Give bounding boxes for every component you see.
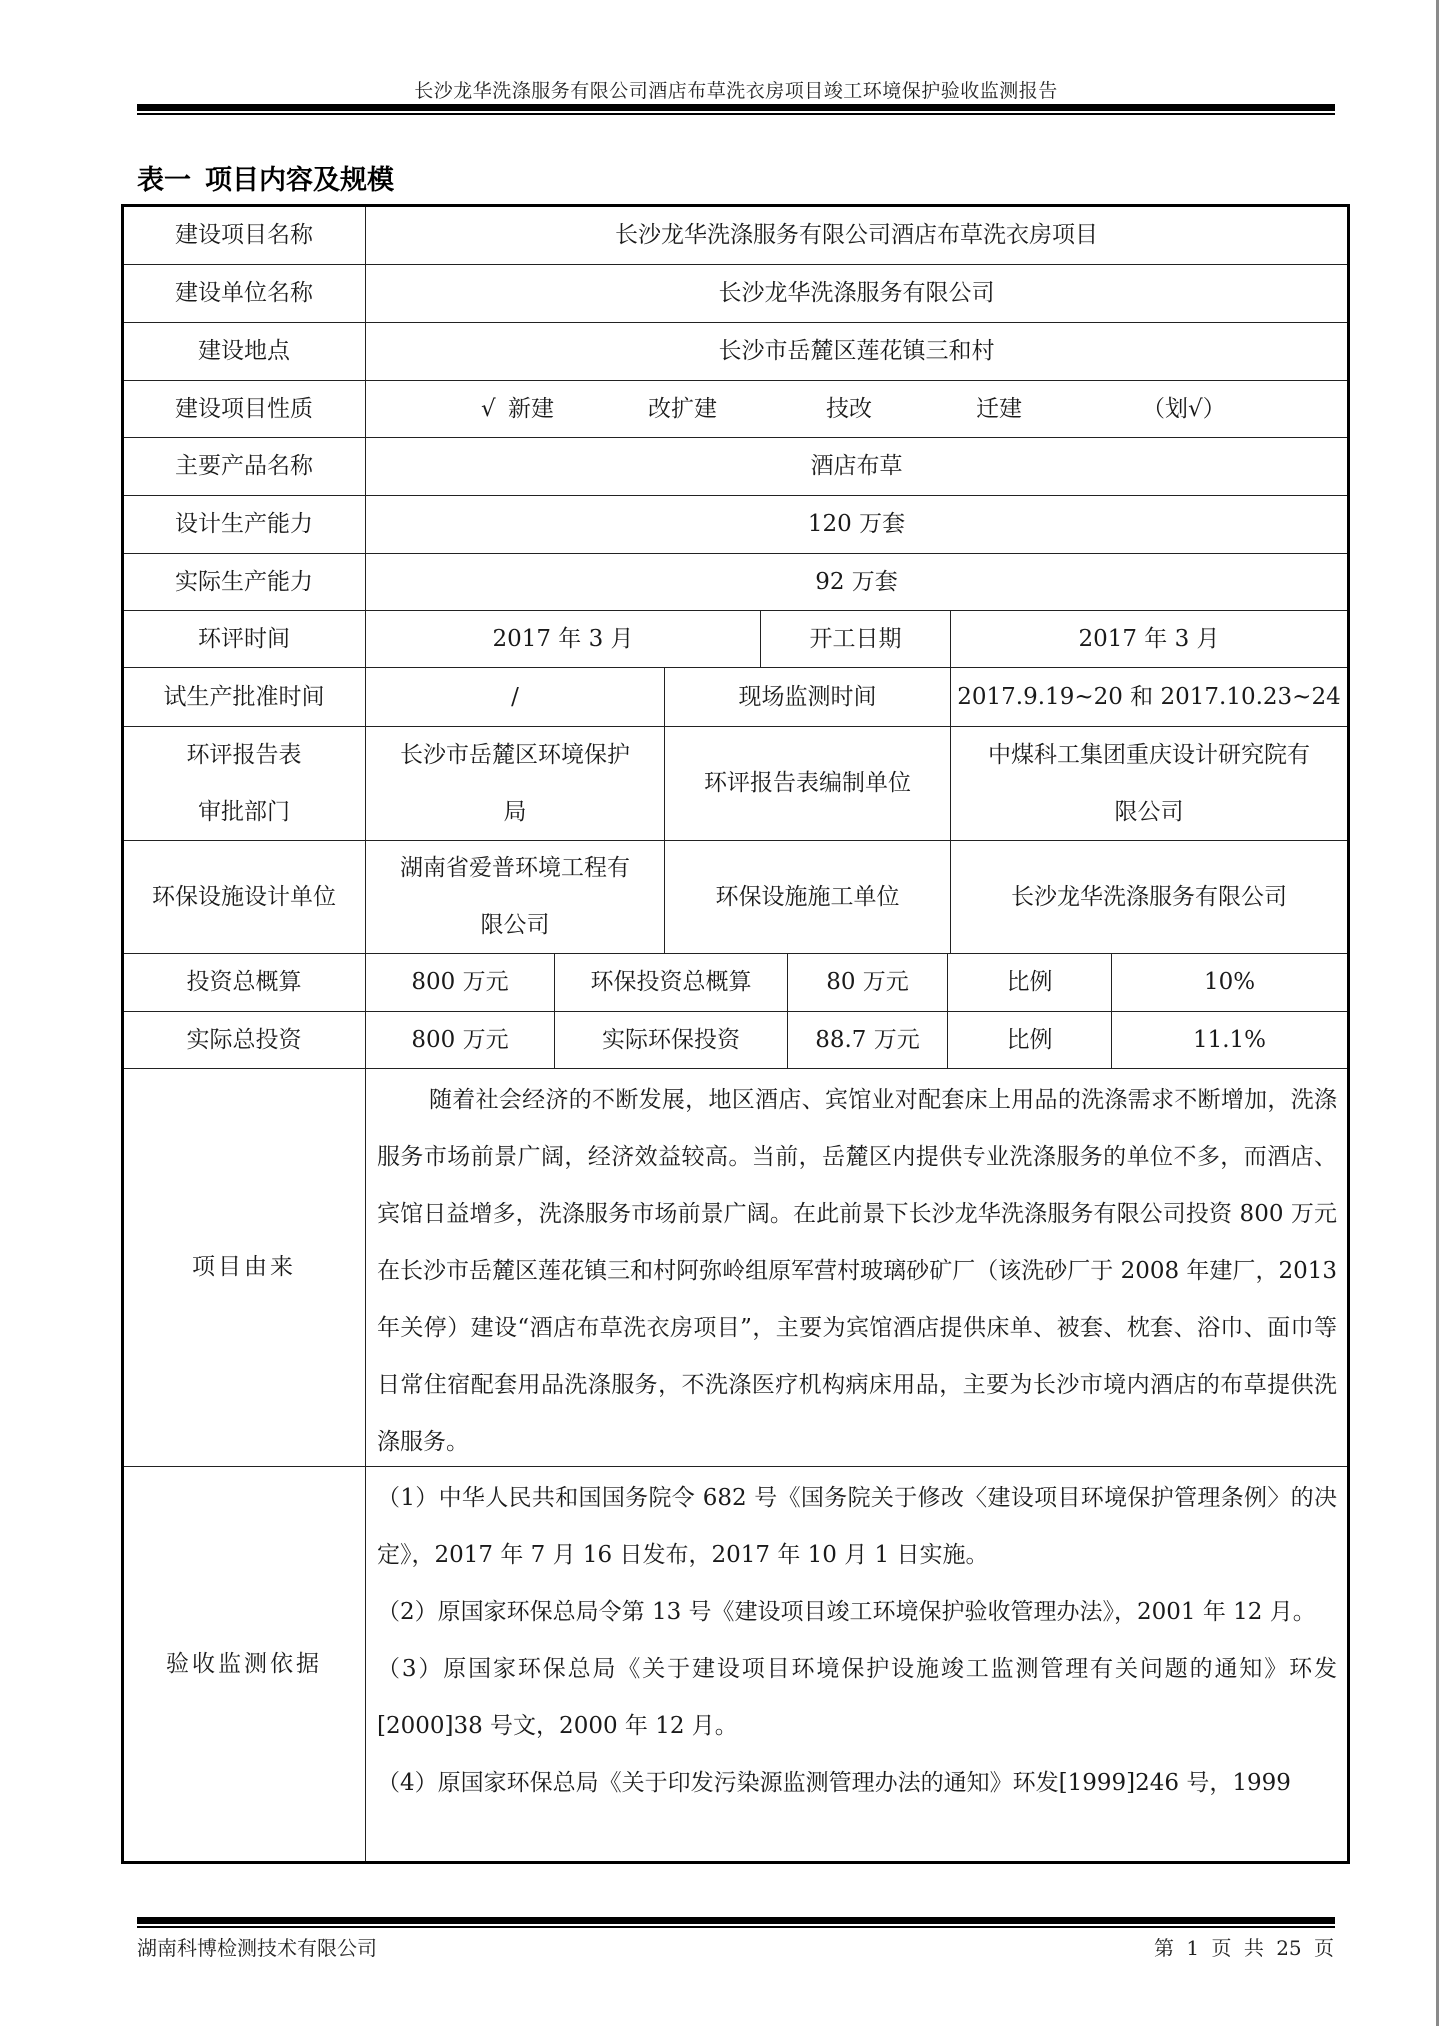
label-line: 审批部门: [198, 798, 290, 825]
origin-paragraph: 随着社会经济的不断发展，地区酒店、宾馆业对配套床上用品的洗涤需求不断增加，洗涤服务市场前景广阔，经济效益较高。当前，岳麓区内提供专业洗涤服务的单位不多，而酒店、宾馆日益增多，洗涤服务市场前景广阔。在此前景下长沙龙华洗涤服务有限公司投资 800 万元在长沙市岳麓区莲花镇三和村阿弥岭组原军营村玻璃砂矿厂（该洗砂厂于 2008 年建厂，2013 年关停）建设“酒店布草洗衣房项目”，主要为宾馆酒店提供床单、被套、枕套、浴巾、面巾等日常住宿配套用品洗涤服务，不洗涤医疗机构病床用品，主要为长沙市境内酒店的布草提供洗涤服务。: [377, 1087, 1337, 1455]
label-text: 建设项目名称: [175, 221, 313, 248]
footer-rule-thin: [137, 1926, 1335, 1928]
option-new-build: 新建: [508, 396, 554, 422]
label-text: 开工日期: [809, 625, 902, 652]
label-unit-name: [123, 265, 366, 323]
value-eia-approval: [366, 727, 665, 841]
header-rule-thin: [137, 113, 1335, 115]
value-line: 中煤科工集团重庆设计研究院有: [988, 741, 1310, 768]
nature-note: （划√）: [1142, 396, 1226, 422]
label-text: 设计生产能力: [175, 511, 313, 537]
basis-list: [377, 1470, 1337, 1860]
label-origin: [123, 1069, 366, 1467]
section-name: 项目内容及规模: [205, 165, 394, 196]
label-text: 实际生产能力: [175, 568, 313, 595]
label-product: [123, 438, 366, 496]
value-text: 10%: [1203, 969, 1256, 995]
label-actual-env-investment: [555, 1012, 788, 1069]
value-start-date: [951, 611, 1348, 668]
value-budget: [366, 954, 555, 1012]
label-location: [123, 323, 366, 381]
label-nature: [123, 381, 366, 438]
value-text: 800 万元: [411, 1026, 509, 1053]
value-text: 88.7 万元: [815, 1026, 920, 1053]
label-basis: [123, 1467, 366, 1862]
value-location: [366, 323, 1348, 381]
label-actual-investment: [123, 1012, 366, 1069]
label-eia-compiler: [665, 727, 951, 841]
label-budget-ratio: [948, 954, 1112, 1012]
value-line: 湖南省爱普环境工程有: [400, 855, 630, 881]
basis-item: （4）原国家环保总局《关于印发污染源监测管理办法的通知》环发[1999]246 号，1999: [377, 1770, 1291, 1796]
label-text: 建设单位名称: [175, 280, 313, 306]
basis-item: （2）原国家环保总局令第 13 号《建设项目竣工环境保护验收管理办法》，2001 年 12 月。: [377, 1599, 1316, 1625]
value-text: 80 万元: [826, 969, 909, 995]
label-text: 环保设施施工单位: [715, 883, 900, 910]
label-monitor-time: [665, 668, 951, 727]
label-text: 项目由来: [192, 1254, 296, 1280]
label-eia-approval: [123, 727, 366, 841]
value-actual-capacity: [366, 554, 1348, 611]
label-text: 环保设施设计单位: [152, 883, 336, 910]
value-text: 120 万套: [807, 511, 906, 537]
origin-text-block: [377, 1072, 1337, 1471]
page-total: 25: [1276, 1936, 1302, 1960]
value-product: [366, 438, 1348, 496]
value-nature: [366, 381, 1348, 438]
value-text: 2017 年 3 月: [1078, 625, 1220, 652]
value-project-name: [366, 206, 1348, 265]
label-text: 建设地点: [198, 338, 290, 364]
label-trial-approval: [123, 668, 366, 727]
label-actual-capacity: [123, 554, 366, 611]
value-actual-env-investment: [788, 1012, 948, 1069]
label-design-capacity: [123, 496, 366, 554]
value-text: 长沙龙华洗涤服务有限公司: [1011, 883, 1287, 910]
footer-page-number: [1154, 1932, 1334, 1961]
label-budget: [123, 954, 366, 1012]
value-trial-approval: [366, 668, 665, 727]
label-text: 投资总概算: [186, 969, 302, 995]
label-text: 现场监测时间: [738, 683, 877, 710]
label-text: 比例: [1006, 1026, 1053, 1053]
value-monitor-time: [951, 668, 1348, 727]
value-text: 长沙龙华洗涤服务有限公司: [718, 280, 995, 306]
label-text: 主要产品名称: [175, 453, 313, 479]
value-text: 11.1%: [1192, 1026, 1267, 1053]
value-line: 限公司: [1114, 798, 1184, 825]
value-budget-ratio: [1112, 954, 1348, 1012]
label-text: 环评时间: [198, 625, 290, 652]
label-text: 实际总投资: [186, 1026, 302, 1053]
page-current: 1: [1186, 1936, 1200, 1960]
value-line: 长沙市岳麓区环境保护: [400, 741, 630, 768]
section-number: 表一: [137, 165, 191, 196]
label-text: 环评报告表编制单位: [704, 770, 911, 796]
section-title: [137, 158, 394, 197]
label-text: 比例: [1006, 969, 1053, 995]
basis-item: （3）原国家环保总局《关于建设项目环境保护设施竣工监测管理有关问题的通知》环发[2000]38 号文，2000 年 12 月。: [377, 1656, 1337, 1739]
footer-company: 湖南科博检测技术有限公司: [137, 1936, 377, 1960]
value-design-capacity: [366, 496, 1348, 554]
label-env-budget: [555, 954, 788, 1012]
label-text: 试生产批准时间: [163, 683, 325, 710]
value-eia-compiler: [951, 727, 1348, 841]
page-prefix: 第: [1154, 1936, 1175, 1960]
label-line: 环评报告表: [186, 741, 302, 768]
value-text: 酒店布草: [810, 453, 903, 479]
value-text: 长沙龙华洗涤服务有限公司酒店布草洗衣房项目: [615, 221, 1098, 248]
value-text: 800 万元: [411, 969, 509, 995]
label-actual-ratio: [948, 1012, 1112, 1069]
label-env-builder: [665, 841, 951, 954]
label-eia-time: [123, 611, 366, 668]
value-env-builder: [951, 841, 1348, 954]
header-rule-thick: [137, 104, 1335, 111]
value-line: 限公司: [480, 912, 550, 938]
value-actual-investment: [366, 1012, 555, 1069]
value-eia-time: [366, 611, 761, 668]
value-text: 2017.9.19~20 和 2017.10.23~24: [957, 683, 1341, 710]
label-text: 实际环保投资: [602, 1026, 740, 1053]
option-relocation: 迁建: [976, 396, 1022, 422]
value-actual-ratio: [1112, 1012, 1348, 1069]
value-unit-name: [366, 265, 1348, 323]
checkmark-icon: √: [481, 396, 496, 422]
value-text: /: [511, 683, 519, 710]
report-header-title: 长沙龙华洗涤服务有限公司酒店布草洗衣房项目竣工环境保护验收监测报告: [414, 80, 1058, 102]
value-text: 2017 年 3 月: [492, 625, 634, 652]
value-text: 92 万套: [815, 568, 898, 595]
label-project-name: [123, 206, 366, 265]
value-env-designer: [366, 841, 665, 954]
page-mid: 页 共: [1211, 1936, 1264, 1960]
value-line: 局: [503, 798, 527, 825]
value-text: 长沙市岳麓区莲花镇三和村: [718, 338, 995, 364]
value-env-budget: [788, 954, 948, 1012]
label-text: 验收监测依据: [166, 1650, 322, 1677]
label-text: 环保投资总概算: [590, 969, 752, 995]
option-tech-upgrade: 技改: [826, 396, 872, 422]
label-start-date: [761, 611, 951, 668]
footer-rule-thick: [137, 1917, 1335, 1924]
page-suffix: 页: [1314, 1936, 1334, 1960]
label-env-designer: [123, 841, 366, 954]
label-text: 建设项目性质: [175, 395, 313, 422]
option-expansion: 改扩建: [648, 396, 717, 422]
basis-item: （1）中华人民共和国国务院令 682 号《国务院关于修改〈建设项目环境保护管理条例〉的决定》，2017 年 7 月 16 日发布，2017 年 10 月 1 日实施。: [377, 1485, 1337, 1568]
